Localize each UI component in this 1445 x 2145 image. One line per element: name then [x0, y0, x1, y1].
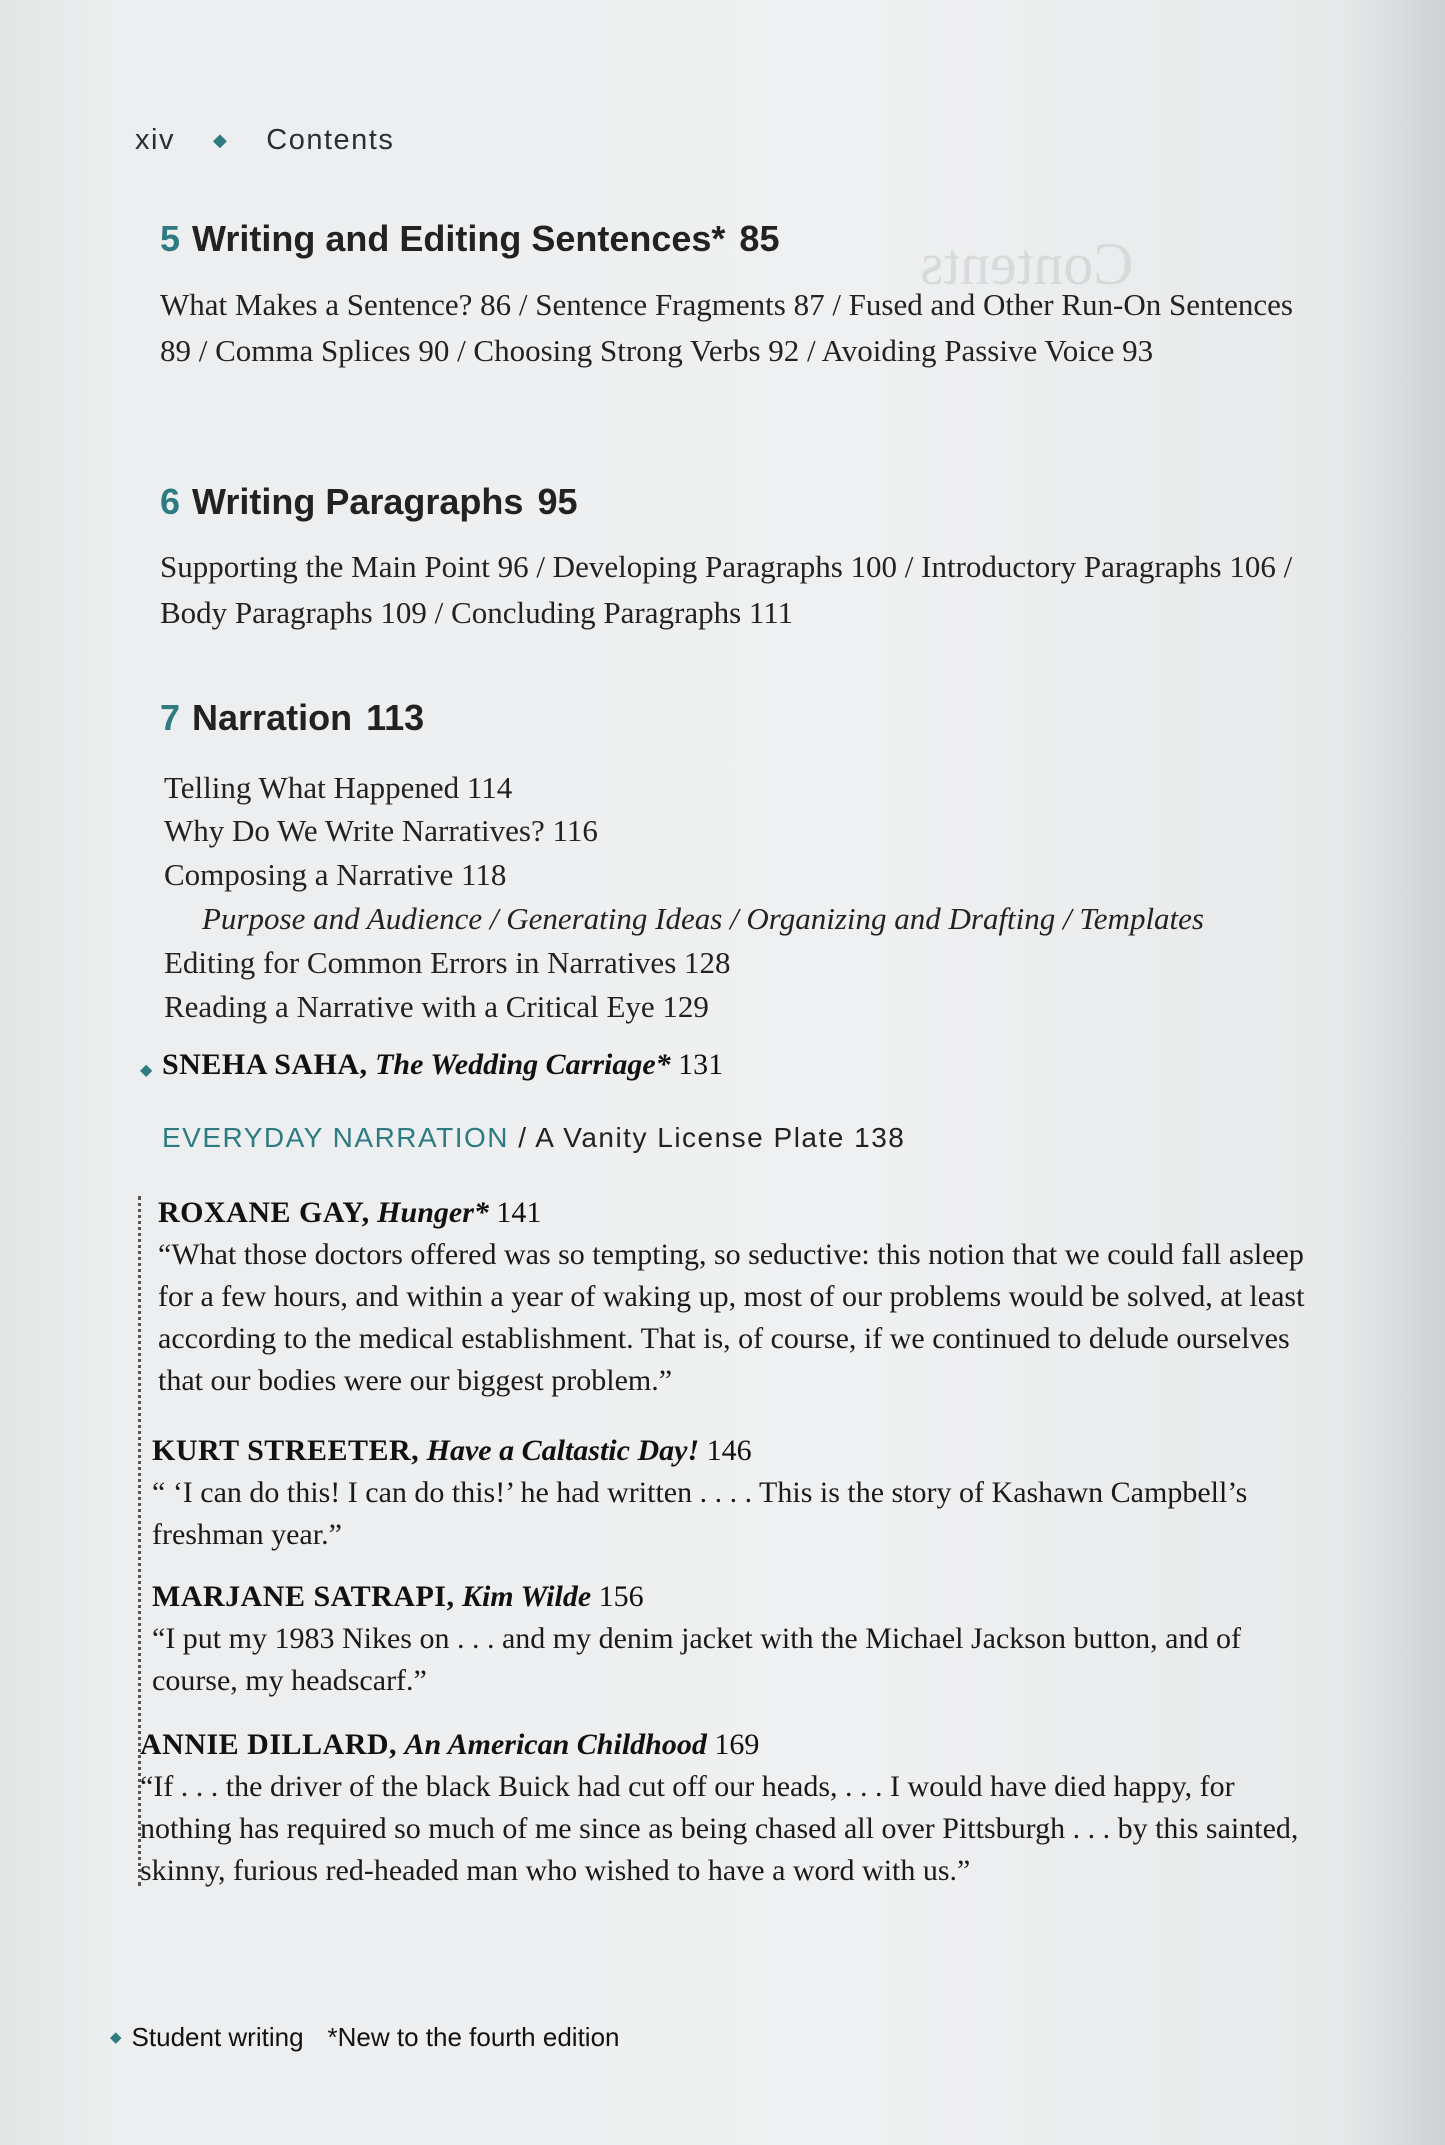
reading-author: SNEHA SAHA,: [162, 1048, 368, 1081]
reading-quote: “I put my 1983 Nikes on . . . and my denim jacket with the Michael Jackson button, and of course, my headscarf.”: [152, 1622, 1241, 1697]
reading-quote: “If . . . the driver of the black Buick had cut off our heads, . . . I would have died happy, for nothing has required so much of me since as being chased all over Pittsburgh . . . by this sainted, skinny, furious red-headed man who wished to have a word with us.”: [140, 1770, 1299, 1887]
chapter-5-heading: 5 Writing and Editing Sentences* 85: [160, 218, 780, 259]
reading-entry: [152, 1434, 1327, 1556]
reading-entry: [152, 1580, 1327, 1702]
reading-author: KURT STREETER,: [152, 1434, 420, 1467]
reading-page: 169: [714, 1728, 760, 1761]
toc-subline: Purpose and Audience / Generating Ideas / Organizing and Drafting / Templates: [202, 901, 1204, 936]
chapter-6-heading: 6 Writing Paragraphs 95: [160, 481, 578, 522]
toc-line: Editing for Common Errors in Narratives 128: [164, 945, 731, 980]
toc-line: Telling What Happened 114: [164, 770, 513, 805]
chapter-5-sections: What Makes a Sentence? 86 / Sentence Fragments 87 / Fused and Other Run-On Sentences 89 / Comma Splices 90 / Choosing Strong Verbs 92 / Avoiding Passive Voice 93: [160, 287, 1293, 368]
everyday-label: EVERYDAY NARRATION: [162, 1122, 510, 1153]
reading-title: The Wedding Carriage*: [375, 1048, 671, 1081]
reading-title: An American Childhood: [404, 1728, 707, 1761]
footer-diamond-icon: ◆: [110, 2029, 122, 2046]
reading-author: MARJANE SATRAPI,: [152, 1580, 455, 1613]
reading-entry: [140, 1728, 1330, 1892]
reading-title: Have a Caltastic Day!: [426, 1434, 700, 1467]
toc-line: Why Do We Write Narratives? 116: [164, 813, 598, 848]
reading-author: ANNIE DILLARD,: [140, 1728, 398, 1761]
reading-title: Hunger*: [377, 1196, 489, 1229]
everyday-narration: [162, 1122, 905, 1154]
reading-page: 131: [678, 1048, 724, 1081]
toc-line: Reading a Narrative with a Critical Eye 129: [164, 989, 709, 1024]
reading-entry: [158, 1196, 1333, 1402]
page-footer: [110, 2022, 620, 2053]
reading-author: ROXANE GAY,: [158, 1196, 370, 1229]
header-title: Contents: [266, 124, 395, 156]
reading-page: 146: [706, 1434, 752, 1467]
reading-quote: “What those doctors offered was so tempting, so seductive: this notion that we could fall asleep for a few hours, and within a year of waking up, most of our problems would be solved, at least according to the medical establishment. That is, of course, if we continued to delude ourselves that our bodies were our biggest problem.”: [158, 1238, 1305, 1397]
chapter-7-heading: 7 Narration 113: [160, 697, 425, 738]
reading-title: Kim Wilde: [461, 1580, 592, 1613]
show-through-text: Contents: [920, 231, 1134, 297]
chapter-6-sections: Supporting the Main Point 96 / Developing Paragraphs 100 / Introductory Paragraphs 106 / Body Paragraphs 109 / Concluding Paragraphs 111: [160, 549, 1293, 630]
header-page-number: xiv: [135, 124, 175, 156]
reading-page: 156: [598, 1580, 644, 1613]
reading-quote: “ ‘I can do this! I can do this!’ he had written . . . . This is the story of Kashawn Campbell’s freshman year.”: [152, 1476, 1248, 1551]
everyday-text: / A Vanity License Plate 138: [509, 1122, 906, 1153]
footer-new-label: *New to the fourth edition: [327, 2022, 620, 2052]
header-diamond-icon: ◆: [212, 130, 229, 150]
reading-page: 141: [496, 1196, 542, 1229]
toc-line: Composing a Narrative 118: [164, 857, 507, 892]
running-header: [135, 124, 394, 157]
student-diamond-icon: ◆: [140, 1062, 153, 1079]
student-reading-entry: [140, 1048, 723, 1082]
footer-student-label: Student writing: [131, 2022, 304, 2052]
